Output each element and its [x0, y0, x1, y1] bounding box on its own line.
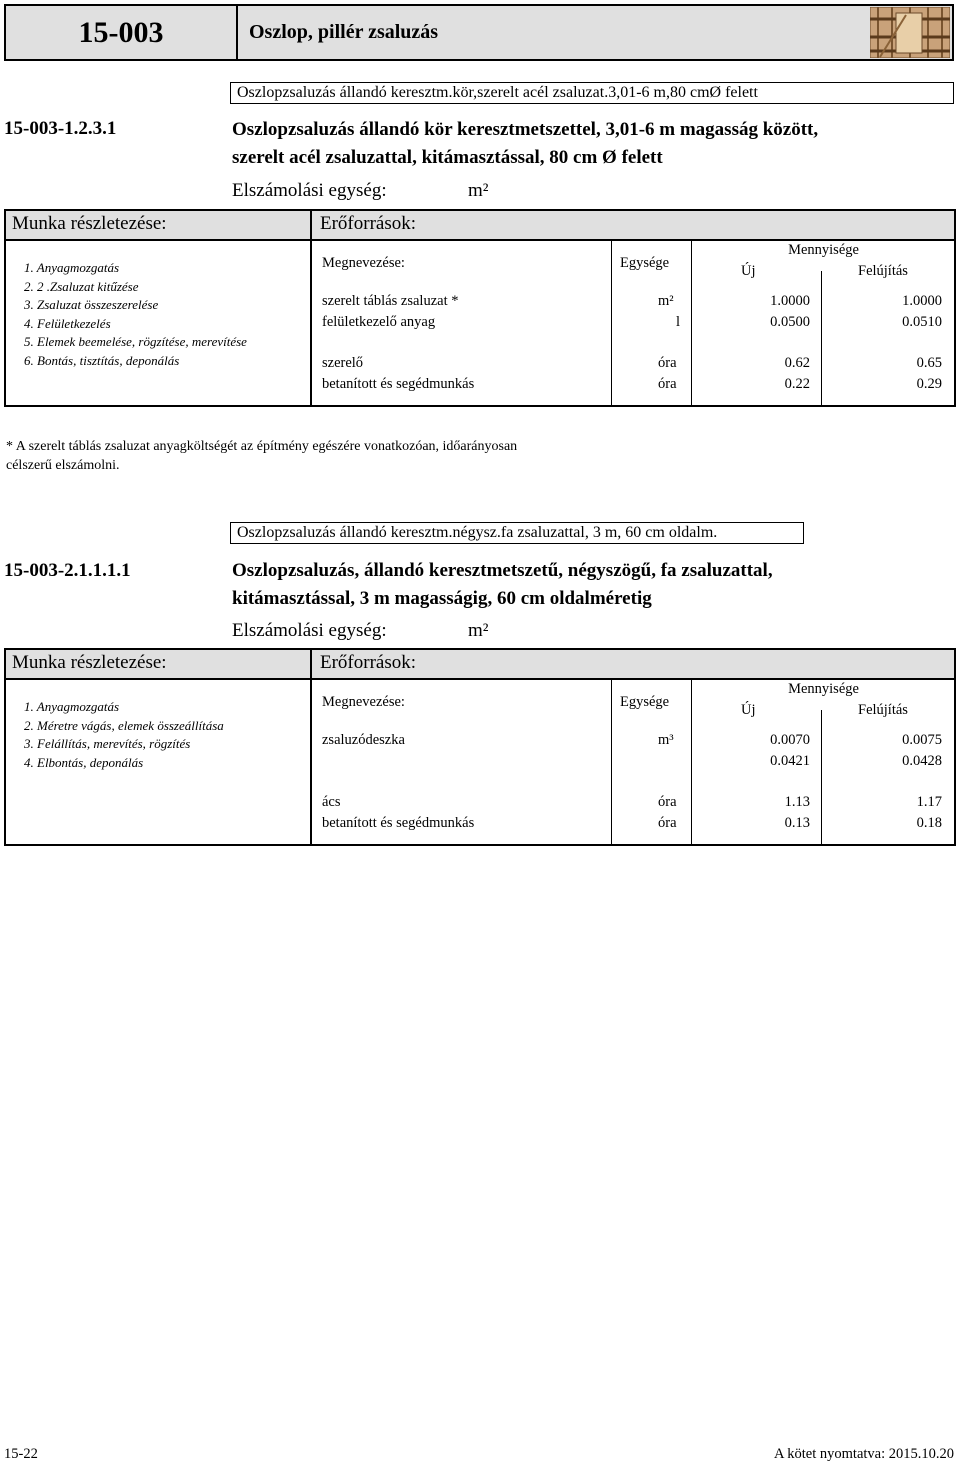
- item2-code: 15-003-2.1.1.1.1: [4, 560, 131, 581]
- chapter-code: 15-003: [6, 6, 238, 59]
- item1-footnote: * A szerelt táblás zsaluzat anyagköltségét az építmény egészére vonatkozóan, időarányosan célszerű elszámolni.: [6, 439, 518, 473]
- chapter-header: [4, 4, 954, 61]
- item2-short-description: Oszlopzsaluzás állandó keresztm.négysz.fa zsaluzattal, 3 m, 60 cm oldalm.: [230, 522, 804, 544]
- list-item: 3. Felállítás, merevítés, rögzítés: [24, 736, 191, 751]
- col-renew-header: Felújítás: [858, 263, 908, 279]
- col-name-header: Megnevezése:: [322, 255, 405, 271]
- col-name-header: Megnevezése:: [322, 694, 405, 710]
- work-steps: [24, 259, 247, 370]
- work-steps: [24, 698, 224, 772]
- chapter-title: Oszlop, pillér zsaluzás: [249, 21, 439, 43]
- col-qty-header: Mennyisége: [788, 681, 859, 697]
- formwork-photo-icon: [870, 7, 950, 58]
- list-item: 5. Elemek beemelése, rögzítése, merevítése: [24, 334, 247, 349]
- page-number: 15-22: [4, 1446, 38, 1462]
- item2-unit-line: [232, 620, 632, 642]
- col-qty-header: Mennyisége: [788, 242, 859, 258]
- list-item: 4. Elbontás, deponálás: [24, 754, 144, 770]
- item2-resource-table: Munka részletezése: Erőforrások: 1. Anyagmozgatás 2. Méretre vágás, elemek összeállítása 3. Felállítás, merevítés, rögzítés 4. Elbontás, deponálás Megnevezése: Egysége Mennyisége Új Felújítás zsaluzódeszka m³ 0.0070 0.0075 0.0421 0.0428 ács óra 1.13 1.17 betanított és segédmunkás óra 0.13 0.18: [4, 648, 956, 846]
- resources-label: Erőforrások:: [320, 652, 417, 673]
- item1-short-description: Oszlopzsaluzás állandó keresztm.kör,szerelt acél zsaluzat.3,01-6 m,80 cmØ felett: [230, 82, 954, 104]
- list-item: 6. Bontás, tisztítás, deponálás: [24, 352, 180, 368]
- item1-resource-table: Munka részletezése: Erőforrások: 1. Anyagmozgatás 2. 2 .Zsaluzat kitűzése 3. Zsaluzat összeszerelése 4. Felületkezelés 5. Elemek beemelése, rögzítése, merevítése 6. Bontás, tisztítás, deponálás Megnevezése: Egysége Mennyisége Új Felújítás szerelt táblás zsaluzat * m² 1.0000 1.0000 felületkezelő anyag l 0.0500 0.0510 szerelő óra 0.62 0.65 betanított és segédmunkás óra 0.22 0.29: [4, 209, 956, 407]
- work-details-label: Munka részletezése:: [12, 213, 167, 234]
- col-renew-header: Felújítás: [858, 702, 908, 718]
- unit-label: Elszámolási egység:: [232, 620, 387, 641]
- list-item: 1. Anyagmozgatás: [24, 699, 120, 714]
- item1-code: 15-003-1.2.3.1: [4, 118, 117, 139]
- item1-title: Oszlopzsaluzás állandó kör keresztmetszettel, 3,01-6 m magasság között, szerelt acél zsaluzattal, kitámasztással, 80 cm Ø felett: [232, 119, 819, 168]
- unit-label: Elszámolási egység:: [232, 180, 387, 201]
- col-unit-header: Egysége: [620, 694, 670, 710]
- col-new-header: Új: [741, 702, 756, 718]
- col-unit-header: Egysége: [620, 255, 670, 271]
- item2-title: Oszlopzsaluzás, állandó keresztmetszetű, négyszögű, fa zsaluzattal, kitámasztással, 3 m magasságig, 60 cm oldalméretig: [232, 560, 773, 609]
- list-item: 1. Anyagmozgatás: [24, 260, 120, 275]
- unit-value: m²: [468, 180, 489, 201]
- unit-value: m²: [468, 620, 489, 641]
- item1-unit-line: [232, 180, 632, 202]
- list-item: 2. 2 .Zsaluzat kitűzése: [24, 278, 139, 294]
- list-item: 2. Méretre vágás, elemek összeállítása: [24, 717, 224, 733]
- print-date: A kötet nyomtatva: 2015.10.20: [773, 1446, 954, 1462]
- resources-label: Erőforrások:: [320, 213, 417, 234]
- work-details-label: Munka részletezése:: [12, 652, 167, 673]
- list-item: 4. Felületkezelés: [24, 315, 111, 331]
- col-new-header: Új: [741, 263, 756, 279]
- list-item: 3. Zsaluzat összeszerelése: [24, 297, 159, 312]
